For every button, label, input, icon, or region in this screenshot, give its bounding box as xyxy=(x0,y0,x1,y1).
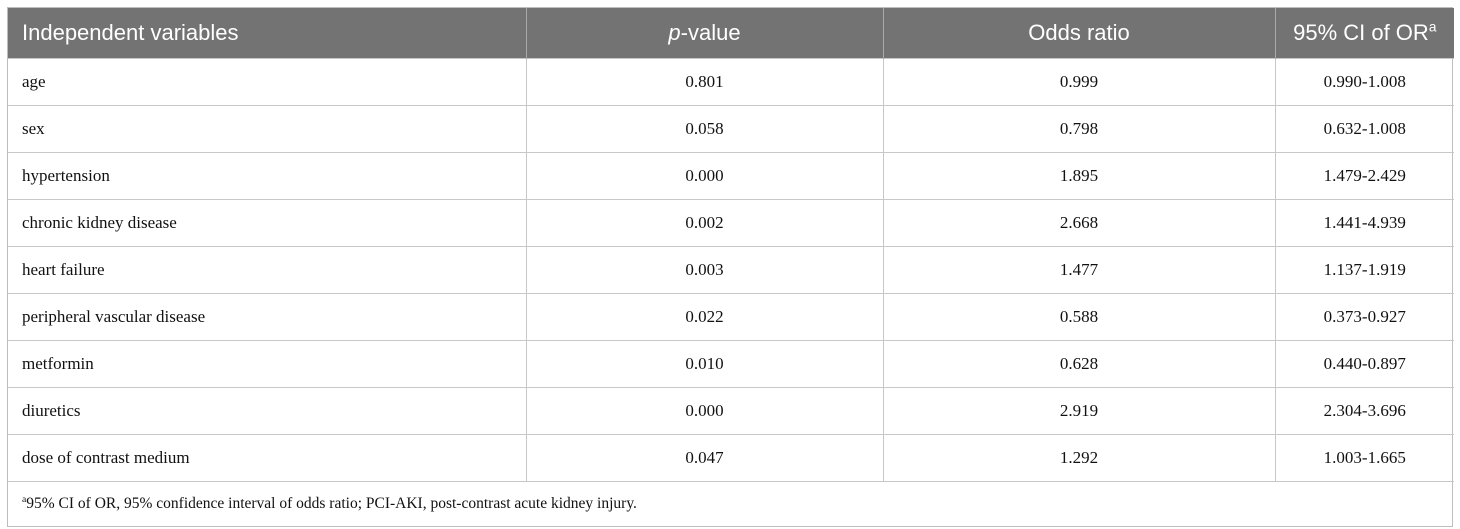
p-value-cell: 0.058 xyxy=(526,106,883,153)
footnote-marker: a xyxy=(22,493,27,505)
header-text-sup: a xyxy=(1428,19,1437,35)
p-value-cell: 0.022 xyxy=(526,294,883,341)
table-row xyxy=(8,294,1454,341)
table-row xyxy=(8,153,1454,200)
results-table-container xyxy=(7,7,1453,527)
table-row xyxy=(8,247,1454,294)
footnote xyxy=(8,482,1454,527)
variable-cell: hypertension xyxy=(8,153,526,200)
table-row xyxy=(8,388,1454,435)
variable-cell: metformin xyxy=(8,341,526,388)
ci-cell: 2.304-3.696 xyxy=(1275,388,1454,435)
ci-cell: 0.440-0.897 xyxy=(1275,341,1454,388)
footnote-text: 95% CI of OR, 95% confidence interval of odds ratio; PCI-AKI, post-contrast acute kidney injury. xyxy=(26,495,637,512)
variable-cell: sex xyxy=(8,106,526,153)
header-text-prefix: 95% CI of OR xyxy=(1293,20,1429,45)
odds-ratio-cell: 2.919 xyxy=(883,388,1275,435)
header-text-prefix: Odds ratio xyxy=(1028,20,1130,45)
variable-cell: age xyxy=(8,59,526,106)
odds-ratio-cell: 1.895 xyxy=(883,153,1275,200)
p-value-cell: 0.047 xyxy=(526,435,883,482)
p-value-cell: 0.000 xyxy=(526,153,883,200)
header-odds-ratio xyxy=(883,8,1275,59)
odds-ratio-cell: 0.628 xyxy=(883,341,1275,388)
table-row xyxy=(8,435,1454,482)
variable-cell: peripheral vascular disease xyxy=(8,294,526,341)
ci-cell: 1.003-1.665 xyxy=(1275,435,1454,482)
header-text-prefix: Independent variables xyxy=(22,20,239,45)
footnote-row xyxy=(8,482,1454,527)
header-text-rest: -value xyxy=(680,20,741,45)
header-text-italic: p xyxy=(668,20,681,45)
variable-cell: heart failure xyxy=(8,247,526,294)
p-value-cell: 0.002 xyxy=(526,200,883,247)
odds-ratio-cell: 1.477 xyxy=(883,247,1275,294)
table-row xyxy=(8,106,1454,153)
odds-ratio-cell: 1.292 xyxy=(883,435,1275,482)
variable-cell: chronic kidney disease xyxy=(8,200,526,247)
ci-cell: 0.990-1.008 xyxy=(1275,59,1454,106)
variable-cell: diuretics xyxy=(8,388,526,435)
p-value-cell: 0.010 xyxy=(526,341,883,388)
logistic-regression-table xyxy=(8,8,1454,526)
header-independent-variables xyxy=(8,8,526,59)
header-row xyxy=(8,8,1454,59)
ci-cell: 1.137-1.919 xyxy=(1275,247,1454,294)
p-value-cell: 0.003 xyxy=(526,247,883,294)
odds-ratio-cell: 0.798 xyxy=(883,106,1275,153)
header-p-value xyxy=(526,8,883,59)
odds-ratio-cell: 2.668 xyxy=(883,200,1275,247)
table-row xyxy=(8,341,1454,388)
odds-ratio-cell: 0.999 xyxy=(883,59,1275,106)
ci-cell: 0.632-1.008 xyxy=(1275,106,1454,153)
p-value-cell: 0.801 xyxy=(526,59,883,106)
table-row xyxy=(8,200,1454,247)
ci-cell: 0.373-0.927 xyxy=(1275,294,1454,341)
table-row xyxy=(8,59,1454,106)
ci-cell: 1.441-4.939 xyxy=(1275,200,1454,247)
table-body xyxy=(8,59,1454,482)
header-ci xyxy=(1275,8,1454,59)
p-value-cell: 0.000 xyxy=(526,388,883,435)
odds-ratio-cell: 0.588 xyxy=(883,294,1275,341)
ci-cell: 1.479-2.429 xyxy=(1275,153,1454,200)
variable-cell: dose of contrast medium xyxy=(8,435,526,482)
